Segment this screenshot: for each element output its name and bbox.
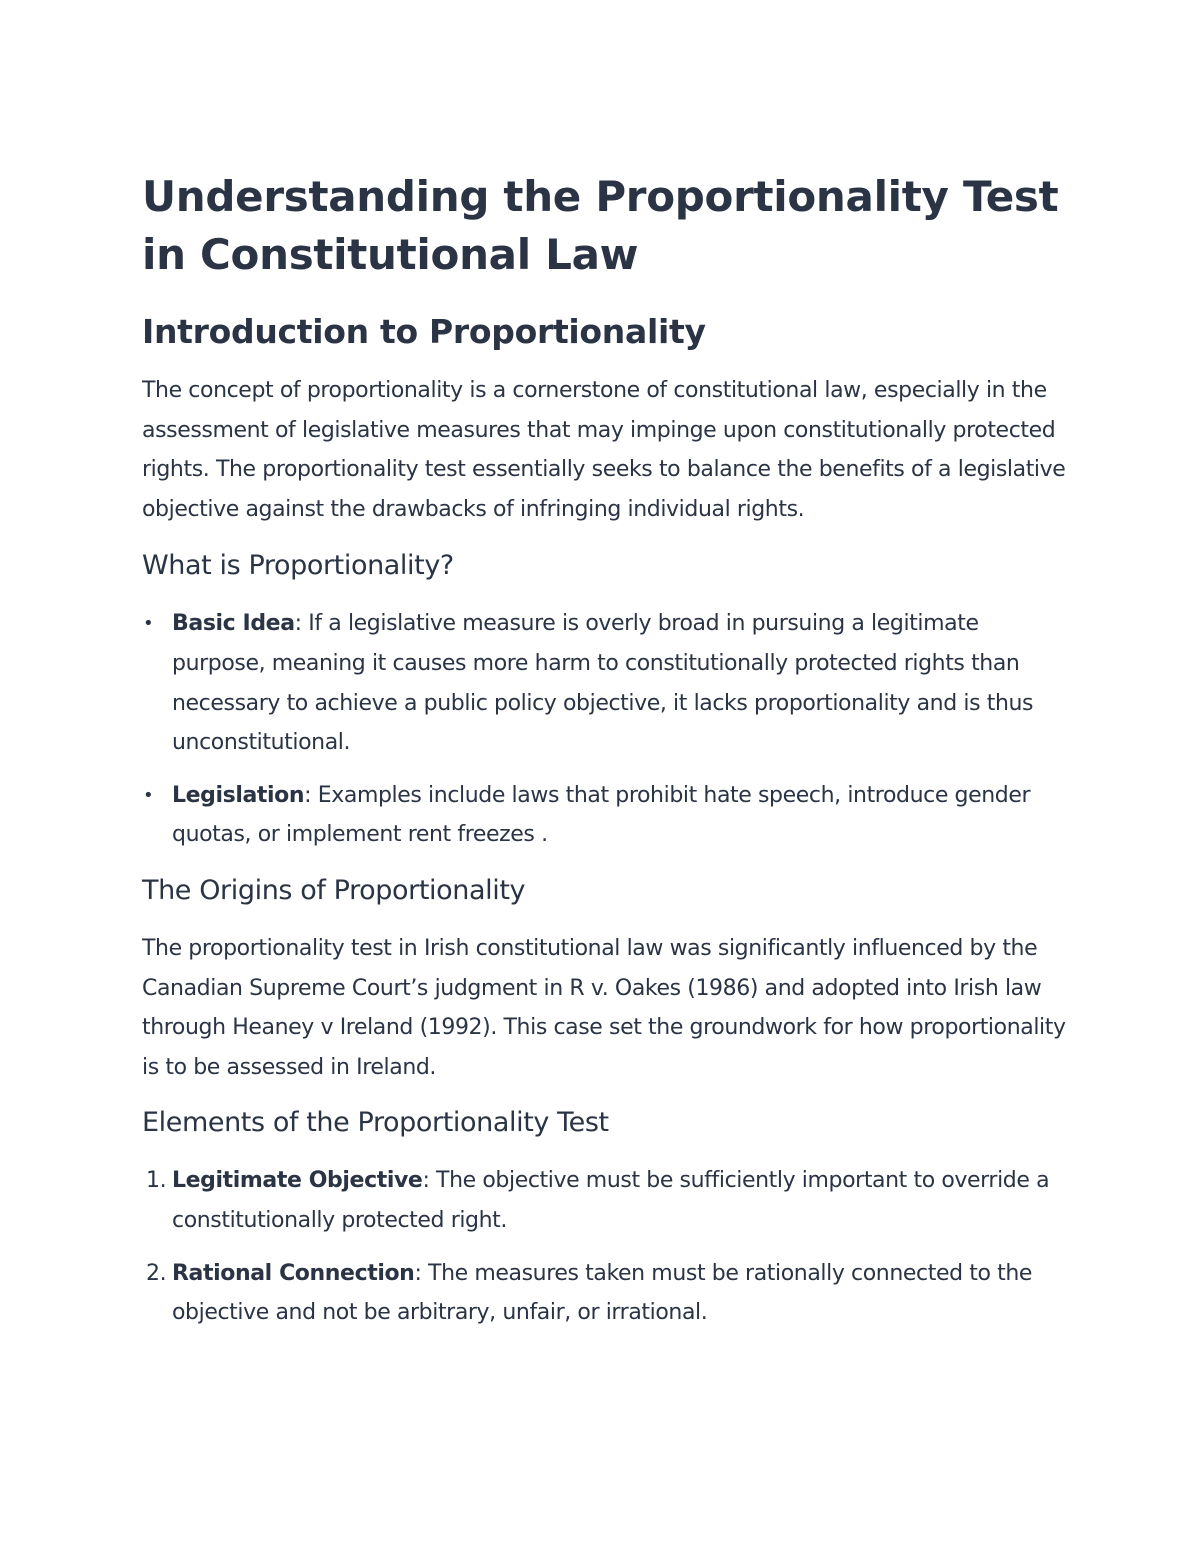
bullet-icon: • (143, 784, 154, 806)
list-item-text: : Examples include laws that prohibit hate speech, introduce gender quotas, or implement rent freezes . (172, 782, 1031, 848)
list-item-text: : The measures taken must be rationally connected to the objective and not be arbitrary, unfair, or irrational. (172, 1260, 1033, 1326)
origins-paragraph: The proportionality test in Irish constitutional law was significantly influenced by the Canadian Supreme Court’s judgment in R v. Oakes (1986) and adopted into Irish law through Heaney v Ireland (1992). This case set the groundwork for how proportionality is to be assessed in Ireland. (142, 935, 1066, 1080)
section-heading-introduction: Introduction to Proportionality (142, 312, 706, 351)
list-item-term: Legitimate Objective (172, 1168, 423, 1194)
list-item (142, 776, 1072, 855)
document-page (142, 168, 1072, 1333)
list-item (142, 1254, 1072, 1333)
list-item-term: Basic Idea (172, 611, 295, 637)
list-item-text: : The objective must be sufficiently important to override a constitutionally protected right. (172, 1168, 1050, 1233)
bullet-icon: • (143, 613, 154, 635)
list-item-term: Rational Connection (172, 1260, 415, 1286)
bullet-list (142, 604, 1072, 855)
list-item (142, 604, 1072, 762)
numbered-list (142, 1161, 1072, 1332)
subheading-origins: The Origins of Proportionality (142, 874, 526, 906)
list-item-number: 1. (146, 1168, 167, 1194)
list-item-number: 2. (146, 1260, 167, 1286)
subheading-elements: Elements of the Proportionality Test (142, 1107, 609, 1139)
list-item-term: Legislation (172, 782, 305, 808)
list-item (142, 1161, 1072, 1240)
list-item-text: : If a legislative measure is overly broad in pursuing a legitimate purpose, meaning it causes more harm to constitutionally protected rights than necessary to achieve a public policy objective, it lacks proportionality and is thus unconstitutional. (172, 611, 1034, 756)
subheading-what-is-proportionality: What is Proportionality? (142, 550, 454, 582)
page-title: Understanding the Proportionality Test in Constitutional Law (142, 172, 1059, 279)
introduction-paragraph: The concept of proportionality is a cornerstone of constitutional law, especially in the assessment of legislative measures that may impinge upon constitutionally protected rights. The proportionality test essentially seeks to balance the benefits of a legislative objective against the drawbacks of infringing individual rights. (142, 378, 1066, 522)
